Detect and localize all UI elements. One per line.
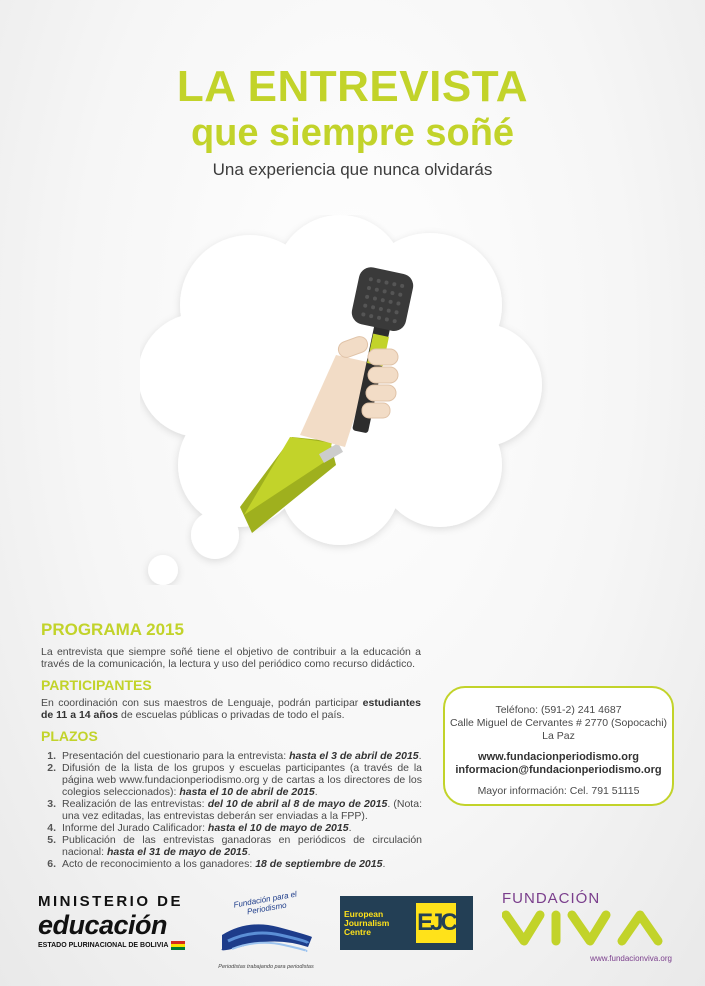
plazo-text: Realización de las entrevistas: [62,798,208,810]
plazos-heading: PLAZOS [41,728,98,744]
ejc-mark: EJC [416,903,456,943]
participantes-text-bold: estudiantes de 11 a 14 años [41,697,421,721]
plazo-date: 18 de septiembre de 2015 [255,858,383,870]
plazo-date: hasta el 3 de abril de 2015 [289,750,419,762]
plazo-tail: . [314,786,318,798]
plazo-item [42,750,422,762]
poster-title: LA ENTREVISTA [176,62,529,111]
plazo-tail: . (Nota: una vez editadas, las entrevistas deberán ser enviadas a la FPP). [62,798,422,822]
plazo-tail: . [247,846,251,858]
plazo-number: 6. [47,858,56,870]
european-journalism-centre-logo [340,896,473,950]
fpp-subtitle: Periodistas trabajando para periodistas [218,964,314,970]
contact-more-info: Mayor información: Cel. 791 51115 [477,785,640,797]
thought-cloud-illustration [140,215,560,585]
plazo-date: hasta el 10 de abril de 2015 [179,786,315,798]
plazo-tail: . [418,750,422,762]
fpp-title: Fundación para el Periodismo [232,889,298,917]
plazos-list [42,750,422,870]
plazo-date: hasta el 31 de mayo de 2015 [106,846,248,858]
poster-subtitle: Una experiencia que nunca olvidarás [212,160,493,179]
contact-box [443,686,674,806]
viva-url-link[interactable]: www.fundacionviva.org [590,954,672,963]
participantes-text-before: En coordinación con sus maestros de Lenguaje, podrán participar [41,697,363,709]
bolivia-flag-icon [171,941,185,950]
ministerio-line1: MINISTERIO DE [38,893,184,910]
plazo-text: Publicación de las entrevistas ganadoras en periódicos de circulación nacional: [62,834,422,858]
programa-heading: PROGRAMA 2015 [41,620,184,639]
viva-wordmark [502,907,670,947]
plazo-number: 3. [47,798,56,810]
contact-phone: Teléfono: (591-2) 241 4687 [495,704,622,716]
viva-name: VIVA [502,907,505,908]
plazo-item [42,858,422,870]
ministerio-line3: ESTADO PLURINACIONAL DE BOLIVIA [38,942,169,949]
contact-address: Calle Miguel de Cervantes # 2770 (Sopocachi) [449,717,668,729]
plazo-number: 2. [47,762,56,774]
ejc-text: European Journalism Centre [344,908,390,937]
plazo-text: Difusión de la lista de los grupos y escuelas participantes (a través de la página web www.fundacionperiodismo.org y de cartas a los directores de los colegios seleccionados): [62,762,422,798]
contact-web-link[interactable]: www.fundacionperiodismo.org [478,751,639,763]
participantes-heading: PARTICIPANTES [41,677,152,693]
contact-city: La Paz [542,730,575,742]
plazo-number: 1. [47,750,56,762]
plazo-text: Acto de reconocimiento a los ganadores: [62,858,256,870]
plazo-date: hasta el 10 de mayo de 2015 [207,822,349,834]
viva-fundacion: FUNDACIÓN [502,890,601,907]
plazo-tail: . [348,822,352,834]
ministerio-line2: educación [38,910,168,940]
plazo-tail: . [382,858,386,870]
plazo-item [42,834,422,858]
plazo-item [42,798,422,822]
ministerio-educacion-logo [38,893,188,950]
participantes-text-after: de escuelas públicas o privadas de todo el país. [118,709,345,721]
plazo-item [42,822,422,834]
fundacion-periodismo-logo [216,889,316,970]
fundacion-viva-logo [502,890,672,963]
plazo-date: del 10 de abril al 8 de mayo de 2015 [207,798,388,810]
fpp-wave-icon [218,915,314,959]
programa-text: La entrevista que siempre soñé tiene el objetivo de contribuir a la educación a través de la comunicación, la lectura y uso del periódico como recurso didáctico. [41,646,421,670]
plazo-item [42,762,422,798]
plazo-text: Informe del Jurado Calificador: [62,822,208,834]
plazo-text: Presentación del cuestionario para la entrevista: [62,750,290,762]
plazo-number: 4. [47,822,56,834]
contact-email-link[interactable]: informacion@fundacionperiodismo.org [455,764,662,776]
participantes-text [41,697,421,721]
poster-title-line2: que siempre soñé [190,112,515,154]
plazo-number: 5. [47,834,56,846]
